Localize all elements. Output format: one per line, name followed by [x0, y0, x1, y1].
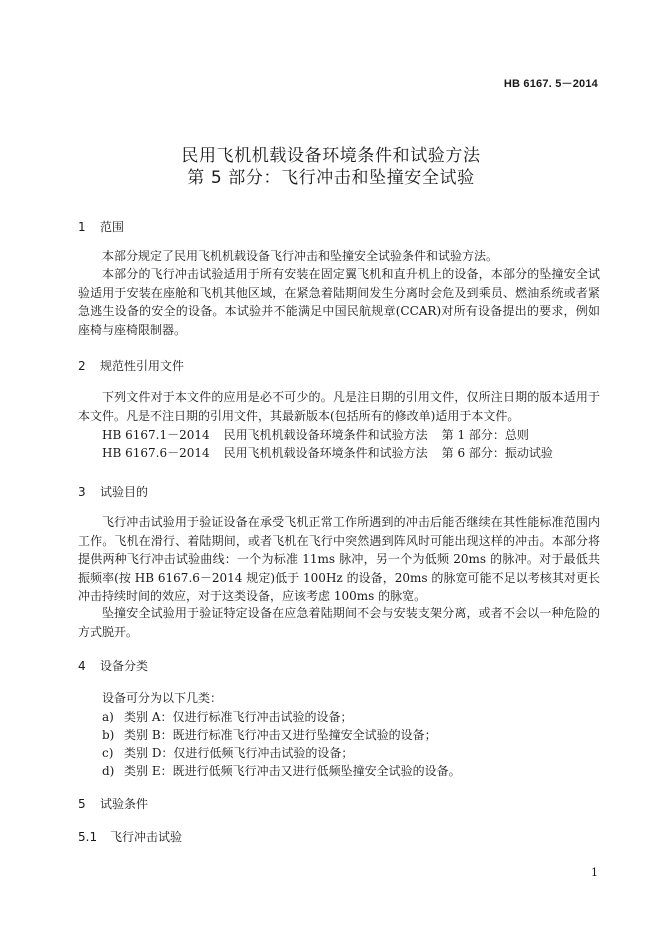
list-item-text: 类别 D：仅进行低频飞行冲击试验的设备； — [124, 746, 354, 760]
normative-reference-2 — [102, 444, 553, 461]
section-3-paragraph-2: 坠撞安全试验用于验证特定设备在应急着陆期间不会与安装支架分离，或者不会以一种危险的方式脱开。 — [78, 606, 600, 639]
document-subtitle: 第 5 部分：飞行冲击和坠撞安全试验 — [187, 168, 475, 188]
list-marker: a) — [102, 710, 114, 724]
standard-number: HB 6167. 5－2014 — [503, 78, 598, 90]
section-2-paragraph-1: 下列文件对于本文件的应用是必不可少的。凡是注日期的引用文件，仅所注日期的版本适用于本文件。凡是不注日期的引用文件，其最新版本(包括所有的修改单)适用于本文件。 — [78, 390, 600, 423]
section-1-paragraph-1: 本部分规定了民用飞机机载设备飞行冲击和坠撞安全试验条件和试验方法。 — [102, 249, 499, 263]
reference-part: 第 6 部分：振动试验 — [441, 446, 553, 460]
list-item-text: 类别 E：既进行低频飞行冲击又进行低频坠撞安全试验的设备。 — [124, 764, 461, 778]
section-title: 试验目的 — [100, 485, 149, 499]
section-number: 4 — [78, 659, 86, 673]
normative-reference-1 — [102, 426, 529, 443]
list-item — [102, 726, 437, 743]
section-2-heading — [78, 357, 184, 374]
section-number: 3 — [78, 485, 86, 499]
section-4-intro: 设备可分为以下几类： — [102, 691, 223, 705]
list-item-text: 类别 A：仅进行标准飞行冲击试验的设备； — [124, 710, 353, 724]
section-title: 规范性引用文件 — [100, 359, 185, 373]
list-item — [102, 744, 353, 761]
section-3-heading — [78, 483, 148, 500]
section-number: 2 — [78, 359, 86, 373]
list-marker: b) — [102, 728, 115, 742]
reference-title: 民用飞机机载设备环境条件和试验方法 — [223, 428, 428, 442]
reference-title: 民用飞机机载设备环境条件和试验方法 — [223, 446, 428, 460]
section-title: 飞行冲击试验 — [110, 830, 183, 844]
section-5-1-heading — [78, 828, 182, 845]
section-title: 试验条件 — [100, 797, 149, 811]
list-item — [102, 762, 461, 779]
list-item-text: 类别 B：既进行标准飞行冲击又进行坠撞安全试验的设备； — [124, 728, 437, 742]
reference-code: HB 6167.6－2014 — [102, 446, 210, 460]
reference-part: 第 1 部分：总则 — [441, 428, 529, 442]
section-number: 5 — [78, 797, 86, 811]
list-marker: d) — [102, 764, 115, 778]
list-marker: c) — [102, 746, 114, 760]
section-number: 1 — [78, 220, 86, 234]
section-3-paragraph-1: 飞行冲击试验用于验证设备在承受飞机正常工作所遇到的冲击后能否继续在其性能标准范围内工作。飞机在滑行、着陆期间，或者飞机在飞行中突然遇到阵风时可能出现这样的冲击。本部分将提供两种飞行冲击试验曲线：一个为标准 11ms 脉冲，另一个为低频 20ms 的脉冲。对于最低共振频率(按 HB 6167.6－2014 规定)低于 100Hz 的设备，20ms 的脉宽可能不足以考核其对更长冲击持续时间的效应，对于这类设备，应该考虑 100ms 的脉宽。 — [78, 515, 600, 603]
section-number: 5.1 — [78, 830, 98, 844]
document-title: 民用飞机机载设备环境条件和试验方法 — [181, 146, 481, 166]
section-title: 设备分类 — [100, 659, 149, 673]
section-5-heading — [78, 795, 148, 812]
section-1-heading — [78, 218, 124, 235]
section-title: 范围 — [100, 220, 125, 234]
page-number: 1 — [591, 866, 598, 879]
reference-code: HB 6167.1－2014 — [102, 428, 210, 442]
section-4-heading — [78, 657, 148, 674]
list-item — [102, 708, 352, 725]
section-1-paragraph-2: 本部分的飞行冲击试验适用于所有安装在固定翼飞机和直升机上的设备，本部分的坠撞安全试验适用于安装在座舱和飞机其他区域，在紧急着陆期间发生分离时会危及到乘员、燃油系统或者紧急逃生设备的安全的设备。本试验并不能满足中国民航规章(CCAR)对所有设备提出的要求，例如座椅与座椅限制器。 — [78, 267, 600, 337]
